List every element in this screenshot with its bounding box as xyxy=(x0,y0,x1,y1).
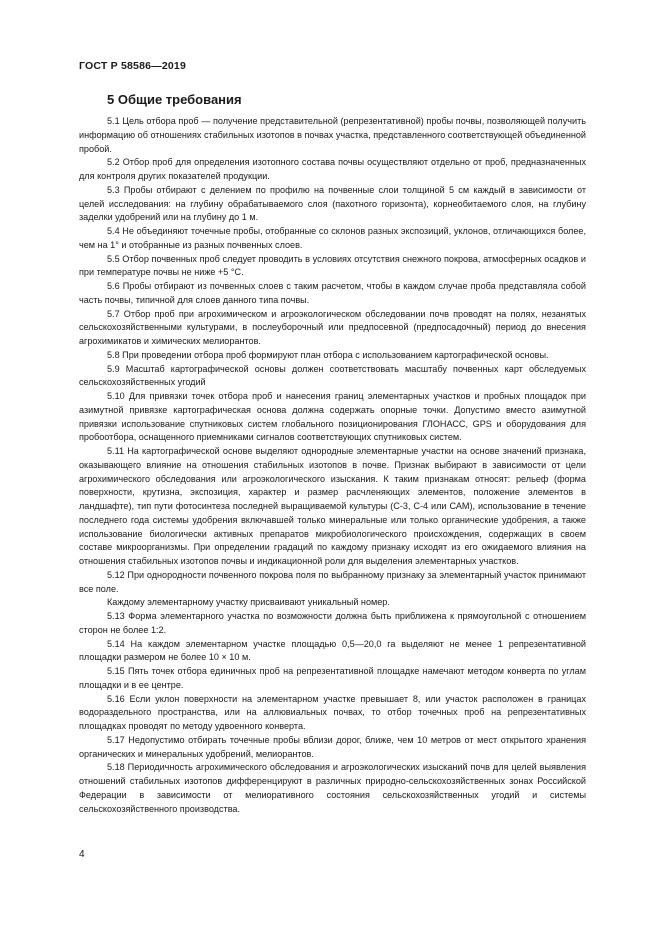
paragraph-5-18: 5.18 Периодичность агрохимического обследования и агроэкологических изысканий почв для целей выявления отношений стабильных изотопов дифференцируют в различных природно-сельскохозяйственных зонах Российской Федерации в зависимости от мелиоративного состояния сельскохозяйственных угодий и системы сельскохозяйственного производства. xyxy=(79,762,586,814)
paragraph-5-5: 5.5 Отбор почвенных проб следует проводить в условиях отсутствия снежного покрова, атмосферных осадков и при температуре почвы не ниже +5 °С. xyxy=(79,253,586,278)
paragraph-5-9: 5.9 Масштаб картографической основы должен соответствовать масштабу почвенных карт обследуемых сельскохозяйственных угодий xyxy=(79,363,586,388)
section-body xyxy=(79,115,586,816)
paragraph-5-12: 5.12 При однородности почвенного покрова поля по выбранному признаку за элементарный участок принимают все поле. xyxy=(79,569,586,594)
section-title: 5 Общие требования xyxy=(107,92,242,107)
paragraph-5-17: 5.17 Недопустимо отбирать точечные пробы вблизи дорог, ближе, чем 10 метров от мест открытого хранения органических и минеральных удобрений, мелиорантов. xyxy=(79,734,586,759)
paragraph-5-16: 5.16 Если уклон поверхности на элементарном участке превышает 8, или участок расположен в границах водораздельного пространства, или на аллювиальных почвах, то отбор точечных проб на репрезентативных площадках проводят по методу удвоенного конверта. xyxy=(79,693,586,731)
paragraph-5-10: 5.10 Для привязки точек отбора проб и нанесения границ элементарных участков и пробных площадок при азимутной привязке картографическая основа должна содержать опорные точки. Допустимо вместо азимутной привязки использование спутниковых систем глобального позиционирования ГЛОНАСС, GPS и оборудования для пробоотбора, оснащенного приемниками сигналов соответствующих спутниковых систем. xyxy=(79,391,586,443)
paragraph-5-15: 5.15 Пять точек отбора единичных проб на репрезентативной площадке намечают методом конверта по углам площадки и в ее центре. xyxy=(79,666,586,690)
standard-designation: ГОСТ Р 58586—2019 xyxy=(79,60,187,72)
paragraph-5-1: 5.1 Цель отбора проб — получение представительной (репрезентативной) пробы почвы, позволяющей получить информацию об отношениях стабильных изотопов в почвах участка, представленного соответствующей объединенной пробой. xyxy=(79,116,586,154)
paragraph-5-11: 5.11 На картографической основе выделяют однородные элементарные участки на основе значений признака, оказывающего влияние на отношения стабильных изотопов в почве. Признак выбирают в зависимости от цели агрохимического обследования или агроэкологического изыскания. К таким признакам относят: рельеф (форма поверхности, крутизна, экспозиция, характер и размер расчленяющих элементов, положение элементов в ландшафте), тип пути фотосинтеза последней выращиваемой культуры (С-3, С-4 или САМ), использование в течение последнего года системы удобрения включавшей только минеральные или только органические удобрения, а также использование биологически активных препаратов микробиологического происхождения, содержащих в своем составе микроорганизмы. При определении градаций по каждому признаку исходят из его ожидаемого влияния на отношения стабильных изотопов почвы и индикационной роли для выделения элементарных участков. xyxy=(79,446,586,566)
page-number: 4 xyxy=(79,849,85,860)
paragraph-5-7: 5.7 Отбор проб при агрохимическом и агроэкологическом обследовании почв проводят на полях, незанятых сельскохозяйственными культурами, в послеуборочный или предпосевной (предпосадочный) период до внесения агрохимикатов и химических мелиорантов. xyxy=(79,308,586,346)
paragraph-5-12-note: Каждому элементарному участку присваивают уникальный номер. xyxy=(107,597,390,608)
paragraph-5-13: 5.13 Форма элементарного участка по возможности должна быть приближена к прямоугольной с отношением сторон не более 1:2. xyxy=(79,611,586,635)
paragraph-5-4: 5.4 Не объединяют точечные пробы, отобранные со склонов разных экспозиций, уклонов, отличающихся более, чем на 1° и отобранные из разных почвенных слоев. xyxy=(79,226,586,250)
paragraph-5-6: 5.6 Пробы отбирают из почвенных слоев с таким расчетом, чтобы в каждом случае проба представляла собой часть почвы, типичной для слоев данного типа почвы. xyxy=(79,281,586,305)
paragraph-5-14: 5.14 На каждом элементарном участке площадью 0,5—20,0 га выделяют не менее 1 репрезентативной площадки размером не более 10 × 10 м. xyxy=(79,638,586,663)
paragraph-5-2: 5.2 Отбор проб для определения изотопного состава почвы осуществляют отдельно от проб, предназначенных для контроля других показателей продукции. xyxy=(79,157,586,181)
paragraph-5-3: 5.3 Пробы отбирают с делением по профилю на почвенные слои толщиной 5 см каждый в зависимости от целей исследования: на глубину обрабатываемого слоя (пахотного горизонта), корнеобитаемого слоя, на глубину заделки удобрений или на глубину до 1 м. xyxy=(79,184,586,223)
paragraph-5-8: 5.8 При проведении отбора проб формируют план отбора с использованием картографической основы. xyxy=(107,349,549,360)
